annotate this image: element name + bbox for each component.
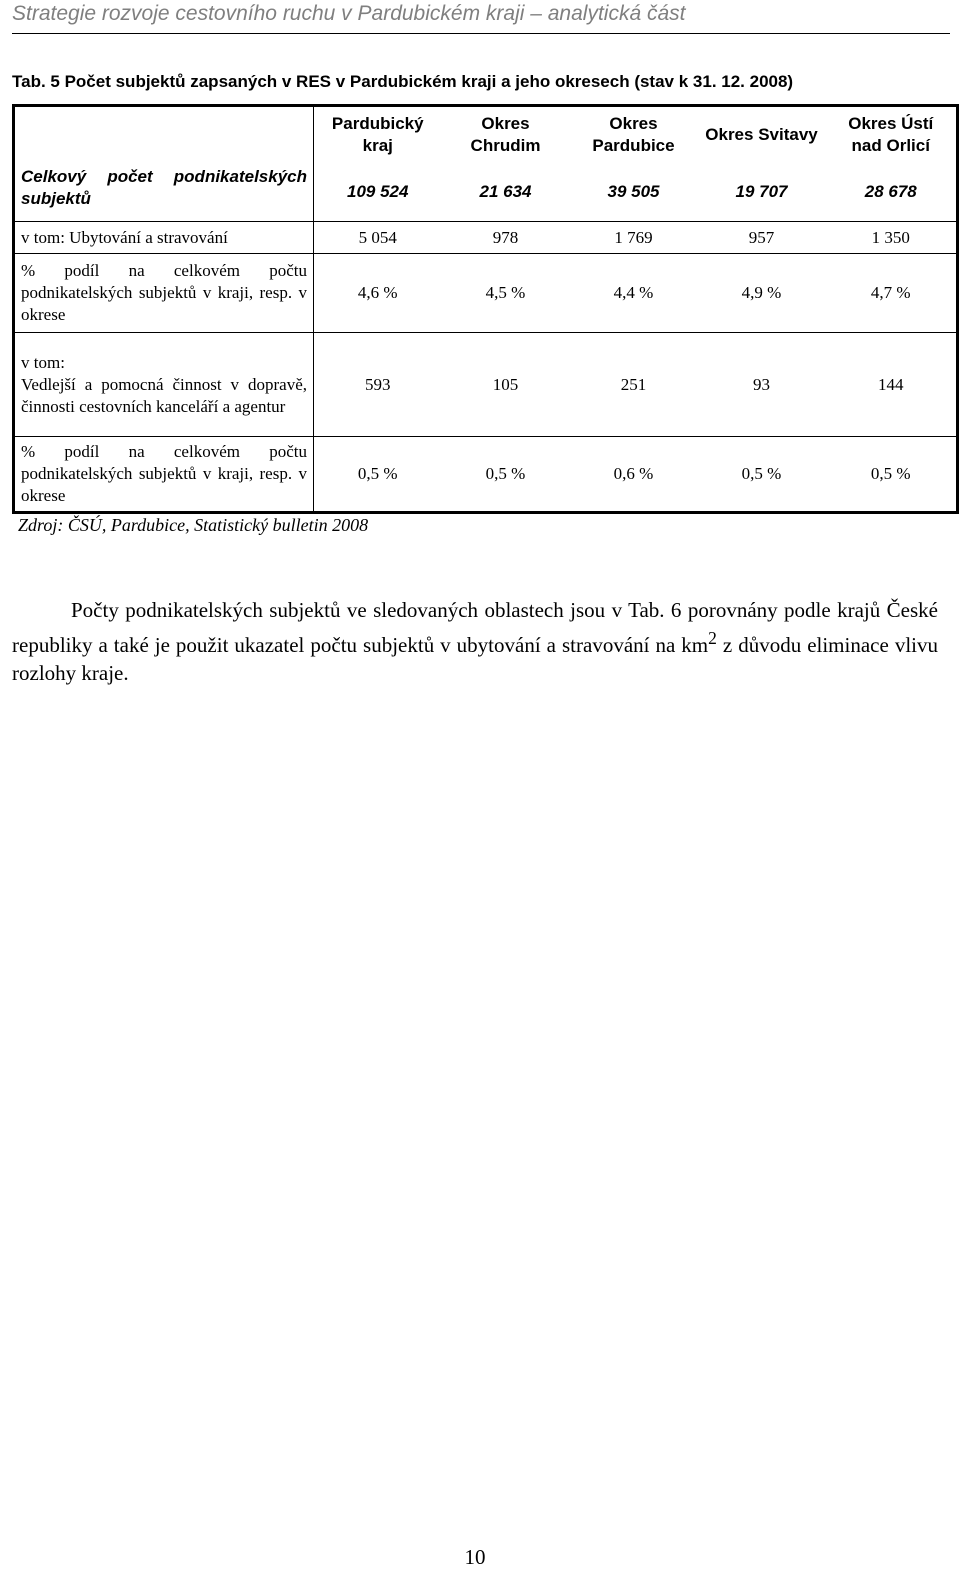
paragraph-text: Počty podnikatelských subjektů ve sledovaných oblastech jsou v Tab. 6 porovnány podle krajů České republiky a také je použit ukazatel počtu subjektů v ubytování a stravování na km [12,598,938,657]
header-rule [12,33,950,34]
table-cell: 593 [314,333,442,437]
table-cell: 251 [570,333,698,437]
table-row [14,437,958,513]
table-cell: 4,5 % [442,254,570,333]
table-cell: 105 [442,333,570,437]
row-label-prefix: v tom: [21,352,65,372]
table-cell: 0,6 % [570,437,698,513]
row-label-text: Vedlejší a pomocná činnost v dopravě, činnosti cestovních kanceláří a agentur [21,374,307,416]
table-row [14,333,958,437]
page-number: 10 [464,1545,486,1569]
table-cell: 21 634 [442,164,570,222]
column-header: Okres Svitavy [698,106,826,164]
table-cell: 19 707 [698,164,826,222]
paragraph-text-end: z důvodu eliminace vlivu rozlohy kraje. [12,633,938,685]
table-cell: 1 350 [826,222,958,254]
row-label: Celkový počet podnikatelských subjektů [14,164,314,222]
table-cell: 93 [698,333,826,437]
page-header: Strategie rozvoje cestovního ruchu v Pardubickém kraji – analytická část [12,2,686,25]
body-paragraph [12,596,938,687]
table-cell: 28 678 [826,164,958,222]
row-label: v tom: Ubytování a stravování [14,222,314,254]
table-cell: 4,7 % [826,254,958,333]
row-label [14,333,314,437]
table-cell: 4,9 % [698,254,826,333]
table-cell: 109 524 [314,164,442,222]
table-cell: 0,5 % [314,437,442,513]
data-table [12,104,959,514]
table-cell: 1 769 [570,222,698,254]
table-row [14,222,958,254]
table-cell: 957 [698,222,826,254]
table-cell: 0,5 % [698,437,826,513]
table-cell: 0,5 % [826,437,958,513]
table-cell: 4,4 % [570,254,698,333]
table-cell: 978 [442,222,570,254]
table-row [14,164,958,222]
table-cell: 0,5 % [442,437,570,513]
table-row [14,254,958,333]
column-header: Okres Pardubice [570,106,698,164]
table-corner-cell [14,106,314,164]
column-header: Okres Ústí nad Orlicí [826,106,958,164]
table-caption: Tab. 5 Počet subjektů zapsaných v RES v Pardubickém kraji a jeho okresech (stav k 31. 12. 2008) [12,72,794,91]
table-cell: 5 054 [314,222,442,254]
table-source: Zdroj: ČSÚ, Pardubice, Statistický bulletin 2008 [18,515,369,535]
table-cell: 4,6 % [314,254,442,333]
table-cell: 144 [826,333,958,437]
superscript: 2 [708,628,717,648]
column-header: Pardubický kraj [314,106,442,164]
table-cell: 39 505 [570,164,698,222]
column-header: Okres Chrudim [442,106,570,164]
row-label: % podíl na celkovém počtu podnikatelských subjektů v kraji, resp. v okrese [14,437,314,513]
row-label: % podíl na celkovém počtu podnikatelských subjektů v kraji, resp. v okrese [14,254,314,333]
